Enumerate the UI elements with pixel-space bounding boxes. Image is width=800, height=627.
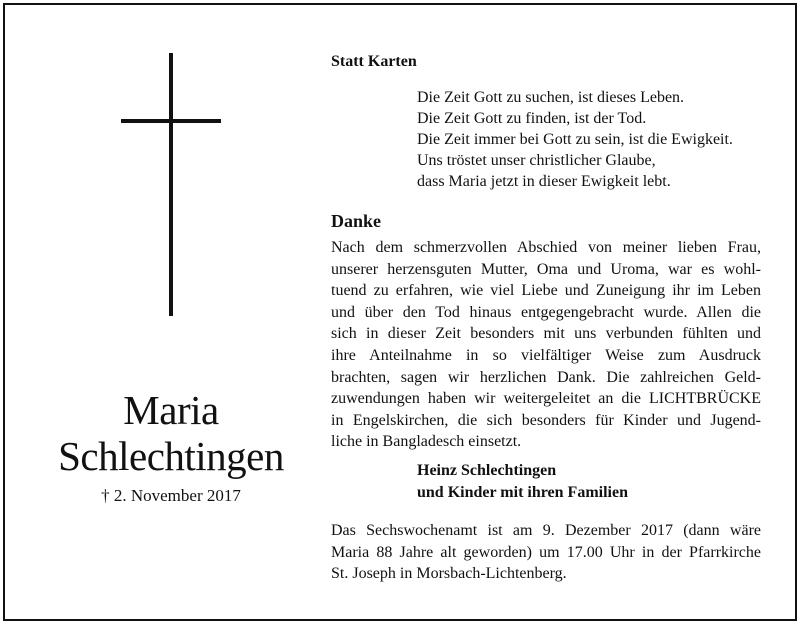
poem-line: Die Zeit immer bei Gott zu sein, ist die Ewigkeit.	[417, 131, 733, 148]
poem-line: dass Maria jetzt in dieser Ewigkeit lebt.	[417, 173, 671, 190]
heading-statt-karten: Statt Karten	[331, 53, 417, 70]
announcement-line: St. Joseph in Morsbach-Lichtenberg.	[331, 565, 567, 582]
poem	[417, 87, 733, 192]
signature	[417, 460, 628, 504]
death-date: † 2. November 2017	[101, 486, 241, 505]
poem-line: Die Zeit Gott zu finden, ist der Tod.	[417, 110, 647, 127]
paragraph-line: und über den Tod hinaus entgegengebracht wurde. Allen die	[331, 303, 761, 321]
paragraph-line: ihre Anteilnahme in so vielfältiger Weise zum Ausdruck	[331, 346, 761, 364]
paragraph-line: in Engelskirchen, die sich besonders für Kinder und Jugend-	[331, 411, 761, 429]
paragraph-line: Nach dem schmerzvollen Abschied von meiner lieben Frau,	[331, 239, 761, 256]
paragraph-line: tuend zu erfahren, wie viel Liebe und Zuneigung ihr im Leben	[331, 282, 761, 300]
signature-line: Heinz Schlechtingen	[417, 462, 557, 479]
signature-line: und Kinder mit ihren Familien	[417, 484, 628, 501]
paragraph-line: brachten, sagen wir herzlichen Dank. Die zahlreichen Geld-	[331, 368, 761, 386]
last-name: Schlechtingen	[58, 433, 284, 479]
thanks-paragraph	[331, 237, 761, 453]
paragraph-line: sich in dieser Zeit besonders mit uns verbunden fühlten und	[331, 325, 761, 343]
obituary-notice	[3, 3, 797, 621]
paragraph-line: liche in Bangladesch einsetzt.	[331, 433, 522, 451]
cross-icon	[169, 53, 173, 316]
first-name: Maria	[123, 387, 219, 433]
announcement-line: Maria 88 Jahre alt geworden) um 17.00 Uhr in der Pfarrkirche	[331, 543, 761, 561]
cross-icon-crossbar	[121, 119, 221, 123]
poem-line: Uns tröstet unser christlicher Glaube,	[417, 152, 656, 169]
heading-danke: Danke	[331, 211, 382, 231]
announcement-line: Das Sechswochenamt ist am 9. Dezember 2017 (dann wäre	[331, 522, 761, 539]
mass-announcement	[331, 520, 761, 585]
paragraph-line: unserer herzensguten Mutter, Oma und Uroma, war es wohl-	[331, 260, 761, 278]
poem-line: Die Zeit Gott zu suchen, ist dieses Leben.	[417, 89, 685, 106]
paragraph-line: zuwendungen haben wir weitergeleitet an die LICHTBRÜCKE	[331, 390, 761, 408]
deceased-name	[31, 387, 311, 479]
